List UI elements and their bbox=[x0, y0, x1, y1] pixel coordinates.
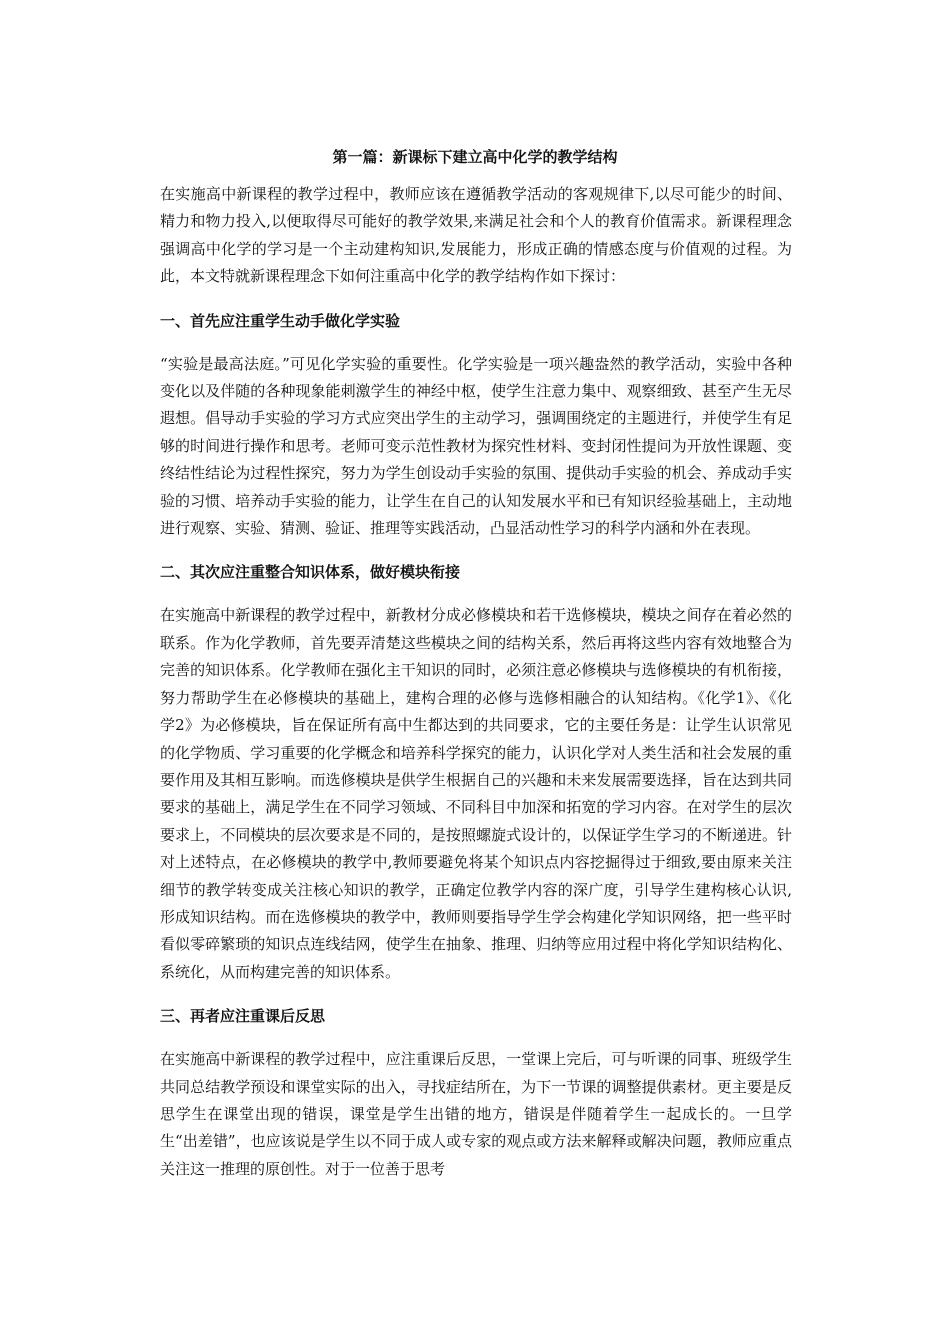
section-heading-2: 二、其次应注重整合知识体系，做好模块衔接 bbox=[160, 563, 461, 582]
intro-paragraph: 在实施高中新课程的教学过程中，教师应该在遵循教学活动的客观规律下,以尽可能少的时间、精力和物力投入,以便取得尽可能好的教学效果,来满足社会和个人的教育价值需求。新课程理念强调高中化学的学习是一个主动建构知识,发展能力，形成正确的情感态度与价值观的过程。为此，本文特就新课程理念下如何注重高中化学的教学结构作如下探讨： bbox=[160, 185, 792, 286]
section-heading-1: 一、首先应注重学生动手做化学实验 bbox=[160, 311, 401, 330]
document-body bbox=[160, 181, 792, 1183]
document-title: 第一篇：新课标下建立高中化学的教学结构 bbox=[332, 148, 618, 166]
section-heading-3: 三、再者应注重课后反思 bbox=[160, 1007, 326, 1026]
section-paragraph-1: “实验是最高法庭。”可见化学实验的重要性。化学实验是一项兴趣盎然的教学活动，实验中各种变化以及伴随的各种现象能刺激学生的神经中枢，使学生注意力集中、观察细致、甚至产生无尽遐想。倡导动手实验的学习方式应突出学生的主动学习，强调围绕定的主题进行，并使学生有足够的时间进行操作和思考。老师可变示范性教材为探究性材料、变封闭性提问为开放性课题、变终结性结论为过程性探究，努力为学生创设动手实验的氛围、提供动手实验的机会、养成动手实验的习惯、培养动手实验的能力，让学生在自己的认知发展水平和已有知识经验基础上，主动地进行观察、实验、猜测、验证、推理等实践活动，凸显活动性学习的科学内涵和外在表现。 bbox=[160, 354, 792, 538]
section-paragraph-2: 在实施高中新课程的教学过程中，新教材分成必修模块和若干选修模块，模块之间存在着必然的联系。作为化学教师，首先要弄清楚这些模块之间的结构关系，然后再将这些内容有效地整合为完善的知识体系。化学教师在强化主干知识的同时，必须注意必修模块与选修模块的有机衔接，努力帮助学生在必修模块的基础上，建构合理的必修与选修相融合的认知结构。《化学1》、《化学2》为必修模块，旨在保证所有高中生都达到的共同要求，它的主要任务是：让学生认识常见的化学物质、学习重要的化学概念和培养科学探究的能力，认识化学对人类生活和社会发展的重要作用及其相互影响。而选修模块是供学生根据自己的兴趣和未来发展需要选择，旨在达到共同要求的基础上，满足学生在不同学习领域、不同科目中加深和拓宽的学习内容。在对学生的层次要求上，不同模块的层次要求是不同的，是按照螺旋式设计的，以保证学生学习的不断递进。针对上述特点，在必修模块的教学中,教师要避免将某个知识点内容挖掘得过于细致,要由原来关注细节的教学转变成关注核心知识的教学，正确定位教学内容的深广度，引导学生建构核心认识,形成知识结构。而在选修模块的教学中，教师则要指导学生学会构建化学知识网络，把一些平时看似零碎繁琐的知识点连线结网，使学生在抽象、推理、归纳等应用过程中将化学知识结构化、系统化，从而构建完善的知识体系。 bbox=[160, 606, 792, 981]
section-paragraph-3: 在实施高中新课程的教学过程中，应注重课后反思，一堂课上完后，可与听课的同事、班级学生共同总结教学预设和课堂实际的出入，寻找症结所在，为下一节课的调整提供素材。更主要是反思学生在课堂出现的错误，课堂是学生出错的地方，错误是伴随着学生一起成长的。一旦学生“出差错”，也应该说是学生以不同于成人或专家的观点或方法来解释或解决问题，教师应重点关注这一推理的原创性。对于一位善于思考 bbox=[160, 1050, 792, 1178]
